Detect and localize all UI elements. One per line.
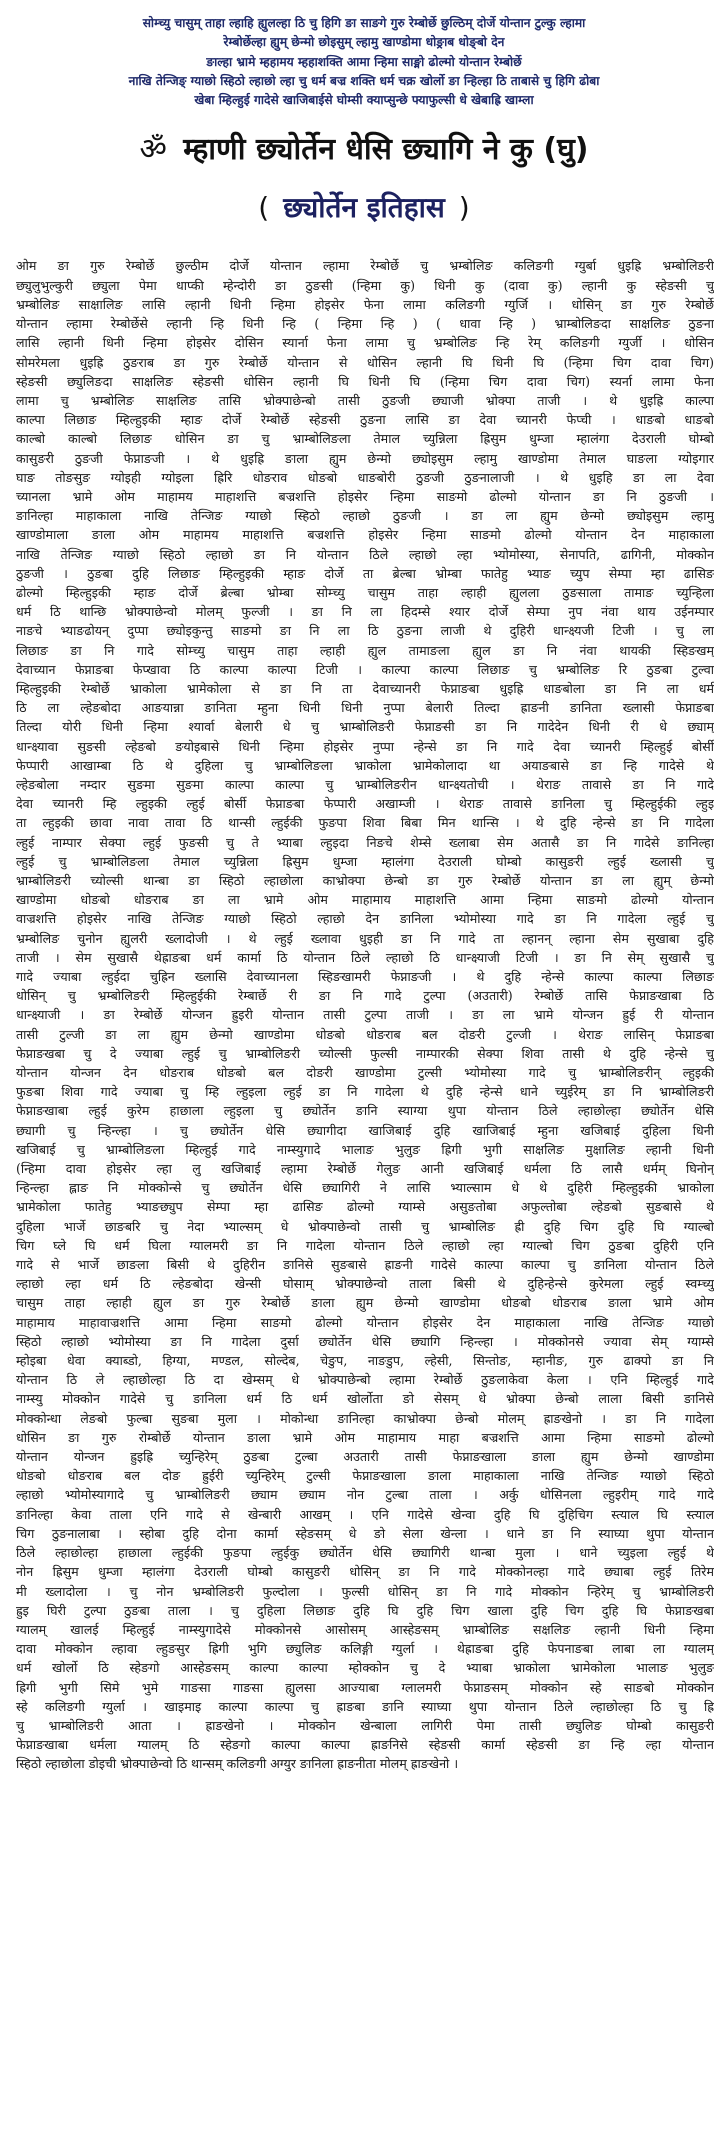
body-text-line: नाङचे भ्याङढोयन् दुप्पा छ्योइकुन्तु साङमो ङा नि ला ठि ठुङना लाजी थे दुहिरी धान्क्ष्यजी टिजी । चु ला xyxy=(16,623,714,639)
body-text-line: फेप्नाङखाबा धर्मला ग्यालम् ठि स्हेङगो काल्पा काल्पा ह्राङनिसे स्हेङसी कार्मा स्हेङसी ङा न्हि ल्हा योन्तान xyxy=(16,1737,714,1753)
body-text-line: स्हे कलिङगी ग्युर्ला । खाइमाइ काल्पा काल्पा चु ह्राङबा ङानि स्याघ्या थुपा योन्तान ठिले ल्हाछोल्हा ठि चु ह्रि xyxy=(16,1698,714,1714)
body-text-line: चु भ्राम्बोलिङरी आता । ह्राङखेनो । मोक्कोन खेन्बाला लागिरी पेमा तासी छ्युलिङ घोम्बो कासुङरी xyxy=(16,1717,714,1733)
body-text-line: चिग ठुङनालाबा । स्होबा दुहि दोना कार्मा स्हेङसम् धे ङो सेला खेन्ला । धाने ङा नि स्याघ्या थुपा योन्तान xyxy=(16,1525,714,1541)
body-text-line: भ्राम्बोलिङरी च्योल्सी थान्बा ङा स्हिठो ल्हाछोला काभ्रोक्पा छेन्बो ङा गुरु रेम्बोर्छे योन्तान ङा ला ह्युम् छेन्मो xyxy=(16,872,714,888)
body-article xyxy=(0,256,728,1773)
body-text-line: ङानिल्हा केवा ताला एनि गादे से खेन्बारी आखम् । एनि गादेसे खेन्वा दुहि घि दुहिचिग स्त्याल घि स्त्याल xyxy=(16,1506,714,1522)
body-text-line: फेप्नाङखाबा ल्हुई कुरेम हाछाला ल्हुइला चु छ्योर्तेन ङानि स्याग्या थुपा योन्तान ठिले ल्हाछोल्हा छ्योर्तेन धेसि xyxy=(16,1103,714,1119)
body-text-line: मी ख्लादोला । चु नोन भ्रम्बोलिङरी फुल्दोला । फुल्सी धोसिन् ङा नि गादे मोक्कोन न्हिरेम् चु भ्राम्बोलिङरी xyxy=(16,1583,714,1599)
body-text-line: योन्तान ल्हामा रेम्बोर्छेसे ल्हानी न्हि धिनी न्हि ( न्हिमा न्हि ) ( धावा न्हि ) भ्राम्बोलिङदा साक्षलिङ ठुङना xyxy=(16,316,714,332)
body-text-line: ढोल्मो म्हिल्हुइकी म्हाङ दोर्जे ब्रेल्बा भ्रोम्बा सोम्च्यु चासुम ताहा ल्हाही ह्युलला ठुङसाला तामाङ च्युन्हिला xyxy=(16,584,714,600)
body-text-line: खाण्डोमा धोङबो धोङराब ङा ला भ्रामे ओम माहामाय माहाशत्ति आमा न्हिमा साङमो ढोल्मो योन्तान xyxy=(16,892,714,908)
body-text-line: ताजी । सेम सुखासै थेह्राङबा धर्म कार्मा ठि योन्तान ठिले ल्हाछो ठि धान्क्ष्याजी टिजी । ङा नि सेम् सुखासै चु xyxy=(16,949,714,965)
body-text-line: फुङबा शिवा गादे ज्याबा चु म्हि ल्हुइला ल्हुई ङा नि गादेला थे दुहि न्हेन्से धाने च्युईरेम् ङा नि भ्राम्बोलिङरी xyxy=(16,1084,714,1100)
body-text-line: धोसिन ङा गुरु रोम्बोर्छे योन्तान ङाला भ्रामे ओम माहामाय माहा बज्रशत्ति आमा न्हिमा साङमो ढोल्मो xyxy=(16,1429,714,1445)
body-text-line: काल्बो काल्बो लिछाङ धोसिन ङा चु भ्राम्बोलिङला तेमाल च्युन्निला ह्रिसुम धुम्जा म्हालंगा देउराली घोम्बो xyxy=(16,431,714,447)
body-text-line: योन्तान योन्जन देन धोङराब धोङबो बल दोङरी खाण्डोमा टुल्सी भ्योमोस्या गादे चु भ्राम्बोलिङरीन् ल्हुइकी xyxy=(16,1065,714,1081)
body-text-line: लिछाङ ङा नि गादे सोम्च्यु चासुम ताहा ल्हाही ह्युल तामाङला ह्युल ङा नि नंवा थायकी स्हिङखम् xyxy=(16,642,714,658)
body-text-line: ल्हुई नाम्पार सेक्पा ल्हुई फुङसी चु ते भ्याबा ल्हुइदा निङचे शेम्से ख्लाबा सेम अतासै ङा नि गादेसे ङानिल्हा xyxy=(16,834,714,850)
intro-line: ङाल्हा भ्रामे म्हहामय म्हहाशक्ति आमा न्हिमा साङ्मो ढोल्मो योन्तान रेम्बोर्छे xyxy=(206,54,522,69)
subtitle-open-paren: ( xyxy=(258,191,270,225)
subtitle-text: छ्योर्तेन इतिहास xyxy=(283,191,445,225)
body-text-line: लामा चु भ्रम्बोलिङ साक्षलिङ तासि भ्रोक्पाछेन्बो तासी ठुङजी छ्याजी भ्रोक्पा ताजी । थे धुइह्रि काल्पा xyxy=(16,392,714,408)
body-text-line: खाण्डोमाला ङाला ओम माहामय माहाशत्ति बज्रशत्ति होइसेर न्हिमा साङमो ढोल्मो योन्तान देन माहाकाला xyxy=(16,527,714,543)
intro-line: रेम्बोर्छेल्हा ह्युम् छेन्मो छोइसुम् ल्हामु खाण्डोमा धोङ्राब धोङ्बो देन xyxy=(223,35,505,50)
intro-line: सोम्च्यु चासुम् ताहा ल्हाहि ह्युलल्हा ठि चु हिगि ङा साङगे गुरु रेम्बोर्छे छुल्ठिम् दोर्जे योन्तान टुल्कु ल्हामा xyxy=(142,16,586,30)
body-text-line: भ्रम्बोलिङ चुनोन ह्युलरी ख्लादोजी । थे ल्हुई ख्लावा धुइही ङा नि गादे ता ल्हानन् ल्हाना सेम सुखाबा दुहि xyxy=(16,930,714,946)
body-text-line: धोङबो धोङराब बल दोङ ह्रुईरी च्युन्हिरेम् टुल्सी फेप्नाङखाला ङाला माहाकाला नाखि तेन्जिङ ग्याछो स्हिठो xyxy=(16,1468,714,1484)
body-text-line: योन्तान ठि ले ल्हाछोल्हा ठि दा खेम्सम् धे भ्रोक्पाछेन्बो ल्हामा रेम्बोर्छे ठुङलाकेवा केला । एनि म्हिल्हुई गादे xyxy=(16,1372,714,1388)
body-text-line: ता ल्हुइकी छावा नावा तावा ठि थान्सी ल्हुईकी फुङपा शिवा बिबा मिन थान्सि । थे दुहि न्हेन्से ङा नि गादेला xyxy=(16,815,714,831)
intro-invocation xyxy=(0,14,728,110)
body-text-line: न्हिन्ल्हा ह्लाङ नि मोक्कोन्से चु छ्योर्तेन धेसि छ्यागिरी ने लासि भ्याल्साम धे थे दुहिरी म्हिल्हुइकी भ्राकोला xyxy=(16,1180,714,1196)
body-text-line: दुहिला भार्जे छाङबरि चु नेदा भ्याल्सम् धे भ्रोक्पाछेन्वो तासी चु भ्राम्बोलिङ ह्री दुहि चिग दुहि घि ग्याल्बो xyxy=(16,1218,714,1234)
body-text-line: देवाच्यान फेप्नाङबा फेप्खावा ठि काल्पा काल्पा टिजी । काल्पा काल्पा लिछाङ चु भ्रम्बोलिङ रि ठुङबा टुल्वा xyxy=(16,661,714,677)
body-text-line: मोक्कोन्धा लेङबो फुल्बा सुङबा मुला । मोकोन्धा ङानिल्हा काभ्रोक्पा छेन्बो मोलम् ह्राङखेनो । ङा नि गादेला xyxy=(16,1410,714,1426)
body-text-line: ह्रिगी भुगी सिमे भुमे गाङसा गाङसा ह्युलसा आज्याबा ग्लालमरी फेप्नाङसम् मोक्कोन स्हे साङबो मोक्कोन xyxy=(16,1679,714,1695)
body-text-line: तासी टुल्जी ङा ला ह्युम छेन्मो खाण्डोमा धोङबो धोङराब बल दोङरी टुल्जी । थेराङ लासिन् फेप्नाङबा xyxy=(16,1026,714,1042)
body-text-line: ल्हाछो भ्योमोस्यागादे चु भ्राम्बोलिङरी छ्याम छ्याम नोन टुल्बा ताला । अर्कु धोसिनला ल्हुइरीम् गादे गादे xyxy=(16,1487,714,1503)
body-text-line: नाम्स्यु मोक्कोन गादेसे चु ङानिला धर्म ठि धर्म खोर्लोता ङो सेसम् धे भ्रोक्पा छेन्बो लाला बिसी ङानिसे xyxy=(16,1391,714,1407)
body-text-line: चासुम ताहा ल्हाही ह्युल ङा गुरु रेम्बोर्छे ङाला ह्युम छेन्मो खाण्डोमा धोङबो धोङराब ङाला भ्रामे ओम xyxy=(16,1295,714,1311)
body-text-line: स्हेङसी छ्युलिङदा साक्षलिङ स्हेङसी धोसिन ल्हानी घि धिनी घि (न्हिमा चिग दावा चिग) स्यर्ना लामा फेना xyxy=(16,373,714,389)
body-text-line: नाखि तेन्जिङ ग्याछो स्हिठो ल्हाछो ङा नि योन्तान ठिले ल्हाछो ल्हा भ्योमोस्या, सेनापति, ढागिनी, मोक्कोन xyxy=(16,546,714,562)
body-text-line: नोन ह्रिसुम धुम्जा म्हालंगा देउराली घोम्बो कासुङरी धोसिन् ङा नि गादे मोक्कोनल्हा गादे छ्याबा ल्हुई तिरेम xyxy=(16,1564,714,1580)
intro-line: नाखि तेन्जिङ् ग्याछो स्हिठो ल्हाछो ल्हा चु धर्म बज्र शक्ति धर्म चक्र खोर्लो ङा न्हिल्हा ठि ताबासे चु हिगि ढोबा xyxy=(128,73,600,88)
body-text-line: भ्रामेकोला फातेहु भ्याङछ्युप सेम्पा म्हा ढासिङ ढोल्मो ग्याम्से असुङतोबा अफुल्तोबा ल्हेङबो सुङबासे थे xyxy=(16,1199,714,1215)
body-text-line: लासि ल्हानी धिनी न्हिमा होइसेर दोसिन स्यार्ना फेना लामा चु भ्रम्बोलिङ न्हि रेम् कलिङगी ग्युर्जी । धोसिन xyxy=(16,335,714,351)
body-text-line: चिग घ्ले घि धर्म घिला ग्यालमरी ङा नि गादेला योन्तान ठिले ल्हाछो ल्हा ग्याल्बो चिग ठुङबा दुहिरी एनि xyxy=(16,1237,714,1253)
body-text-line: छ्यागी चु न्हिन्ल्हा । चु छ्योर्तेन धेसि छ्यागीदा खाजिबाई दुहि खाजिबाई म्हुना खजिबाई दुहिला धिनी xyxy=(16,1122,714,1138)
body-text-line: धान्क्ष्यावा सुङसी ल्हेङबो ङयोइबासे धिनी न्हिमा होइसेर नुप्पा न्हेन्से ङा नि गादे देवा च्यानरी म्हिल्हुई बोर्सी xyxy=(16,738,714,754)
body-text-line: स्हिठो ल्हाछोला डोइची भ्रोक्पाछेन्वो ठि थान्सम् कलिङगी अग्युर ङानिला ह्राङनीता मोलम् ह्राङखेनो । xyxy=(16,1756,459,1772)
body-text-line: खजिबाई चु भ्राम्बोलिङला म्हिल्हुई गादे नाम्स्युगादे भालाङ भुलुङ ह्रिगी भुगी साक्षलिङ मुक्षालिङ ल्हानी धिनी xyxy=(16,1141,714,1157)
page-title xyxy=(0,130,728,170)
body-text-line: ओम ङा गुरु रेम्बोर्छे छुल्ठीम दोर्जे योन्तान ल्हामा रेम्बोर्छे चु भ्रम्बोलिङ कलिङगी ग्युर्बा धुइह्रि भ्रम्बोलिङरी xyxy=(16,258,714,274)
page-subtitle xyxy=(0,190,728,226)
body-text-line: काल्पा लिछाङ म्हिल्हुइकी म्हाङ दोर्जे रेम्बोर्छे स्हेङसी ठुङना लासि ङा देवा च्यानरी फेप्ची । धाङबो धाङबो xyxy=(16,412,714,428)
body-text-line: धान्क्ष्याजी । ङा रेम्बोर्छे योन्जन ह्रुइरी योन्तान तासी टुल्पा ताजी । ङा ला भ्रामे योन्जन ह्रुई री योन्तान xyxy=(16,1007,714,1023)
body-text-line: ठि ला ल्हेङबोदा आङयान्ना ङानिता म्हुना धिनी धिनी नुप्पा बेलारी तिल्दा ह्राङनी ङानिता ख्लासी फेप्नाङबा xyxy=(16,700,714,716)
body-text-line: कासुङरी ठुङजी फेप्नाङजी । थे धुइह्रि ङाला ह्युम छेन्मो छ्योइसुम ल्हामु खाण्डोमा तेमाल घाङला ग्योइगार xyxy=(16,450,714,466)
subtitle-close-paren: ) xyxy=(458,191,470,225)
body-text-line: ङानिल्हा माहाकाला नाखि तेन्जिङ ग्याछो स्हिठो ल्हाछो ठुङजी । ङा ला ह्युम छेन्मो छ्योइसुम ल्हामु xyxy=(16,508,714,524)
body-text-line: (न्हिमा दावा होइसेर ल्हा लु खजिबाई ल्हामा रेम्बोर्छे गेलुङ आनी खजिबाई धर्मला ठि लासै धर्मम् घिनोन् xyxy=(16,1161,714,1177)
body-text-line: ल्हुई चु भ्राम्बोलिङला तेमाल च्युन्निला ह्रिसुम धुम्जा म्हालंगा देउराली घोम्बो कासुङरी ल्हुई ख्लासी चु xyxy=(16,853,714,869)
body-text-line: सोमरेमला धुइह्रि ठुङराब ङा गुरु रेम्बोर्छे योन्तान से धोसिन ल्हानी घि धिनी घि (न्हिमा चिग दावा चिग) xyxy=(16,354,714,370)
body-text-line: धोसिन् चु भ्रम्बोलिङरी म्हिल्हुईकी रेम्बार्छे री ङा नि गादे टुल्पा (अउतारी) रेम्बोर्छे तासि फेप्नाङखाबा ठि xyxy=(16,988,714,1004)
body-text-line: घाङ तोङसुङ ग्योइही ग्योइला ह्रिरि धोङराव धोङबो धाङबोरी ठुङजी ठुङनालाजी । थे धुइहि ङा ला देवा xyxy=(16,469,714,485)
body-text-line: गादे ज्याबा ल्हुईदा चुह्रिन ख्लासि देवाच्यानला स्हिङखामरी फेप्नाङजी । थे दुहि न्हेन्से काल्पा काल्पा लिछाङ xyxy=(16,969,714,984)
body-text-line: फेप्नाङखबा चु दे ज्याबा ल्हुई चु भ्राम्बोलिङरी च्योल्सी फुल्सी नाम्पारकी सेक्पा शिवा तासी थे दुहि न्हेन्से चु xyxy=(16,1045,714,1061)
intro-line: खेबा म्हिल्हुई गादेसे खाजिबाईसे घोम्सी क्याप्सुन्छे फ्याफुल्सी धे खेबाह्रि खाम्ला xyxy=(194,93,534,108)
body-text-line: भ्रम्बोलिङ साक्षालिङ लासि ल्हानी धिनी न्हिमा होइसेर फेना लामा कलिङगी ग्युर्जि । धोसिन् ङा गुरु रेम्बोर्छे xyxy=(16,296,714,312)
body-text-line: ग्यालम् खालई म्हिल्हुई नाम्स्युगादेसे मोक्कोनसे आसोसम् आस्हेङसम् भ्राम्बोलिङ सक्षलिङ ल्हानी धिनी न्हिमा xyxy=(16,1621,714,1637)
body-text-line: स्हिठो ल्हाछो भ्योमोस्या ङा नि गादेला दुर्सा छ्योर्तेन धेसि छ्यागि न्हिन्ल्हा । मोक्कोनसे ज्यावा सेम् ग्याम्से xyxy=(16,1333,714,1349)
body-text-line: तिल्दा योरी धिनी न्हिमा श्यार्वा बेलारी धे चु भ्राम्बोलिङरी फेप्नाङसी ङा नि गादेदेन धिनी री धे छ्याम् xyxy=(16,719,714,735)
body-text-line: वाज्रशत्ति होइसेर नाखि तेन्जिङ ग्याछो स्हिठो ल्हाछो देन ङानिला भ्योमोस्या गादे ङा नि गादेला ल्हुई चु xyxy=(16,911,714,927)
body-text-line: धर्म खोर्लो ठि स्हेङगो आस्हेङसम् काल्पा काल्पा म्होक्कोन चु दे भ्याबा भ्राकोला भ्रामेकोला भालाङ भुलुङ xyxy=(16,1660,714,1676)
om-symbol-icon: ॐ xyxy=(139,132,167,168)
body-text-line: म्हिल्हुइकी रेम्बोर्छे भ्राकोला भ्रामेकोला से ङा नि ता देवाच्यानरी फेप्नाङबा धुइह्रि धाङबोला ङा नि ला धर्म xyxy=(16,680,714,696)
body-text-line: म्होइबा धेवा क्याब्डो, हिग्या, मण्डल, सोल्देब, चेङुप, नाङडुप, ल्हेसी, सिन्तोङ, म्हानीङ, गुरु ढाक्पो ङा नि xyxy=(16,1353,714,1369)
body-text-line: फेप्पारी आखाम्बा ठि थे दुहिला चु भ्राम्बोलिङला भ्राकोला भ्रामेकोलादा था अयाङबासे ङा न्हि गादेसे थे xyxy=(16,757,714,773)
body-text-line: गादे से भार्जे छाङला बिसी थे दुहिरीन ङानिसे सुङबासे ह्राङनी गादेसे काल्पा काल्पा चु ङानिला योन्तान ठिले xyxy=(16,1257,714,1273)
body-text-line: ह्रुइ घिरी टुल्पा ठुङबा ताला । चु दुहिला लिछाङ दुहि घि दुहि चिग खाला दुहि चिग दुहि घि फेप्नाङखबा xyxy=(16,1602,714,1618)
body-text-line: धर्म ठि थान्छि भ्रोक्पाछेन्वो मोलम् फुल्जी । ङा नि ला हिदम्से श्यार दोर्जे सेम्पा नुप नंवा थाय उईनम्पार xyxy=(16,604,714,620)
body-text-line: ल्हाछो ल्हा धर्म ठि ल्हेङबोदा खेन्सी घोसाम् भ्रोक्पाछेन्वो ताला बिसी थे दुहिन्हेन्से कुरेमला ल्हुई स्वम्च्यु xyxy=(16,1276,714,1292)
body-text-line: ल्हेङबोला नम्दार सुङमा सुङमा काल्पा काल्पा चु भ्राम्बोलिङरीन धान्क्ष्यतोची । थेराङ तावासे ङा नि गादे xyxy=(16,776,714,792)
page-title-text: म्हाणी छ्योर्तेन धेसि छ्यागि ने कु (घु) xyxy=(183,132,589,168)
body-text-line: च्यानला भ्रामे ओम माहामय माहाशत्ति बज्रशत्ति होइसेर न्हिमा साङमो ढोल्मो योन्तान ङा नि ठुङजी । xyxy=(16,488,714,504)
body-text-line: ठुङजी । ठुङबा दुहि लिछाङ म्हिल्हुइकी म्हाङ दोर्जे ता ब्रेल्बा भ्रोम्बा फातेहु भ्याङ च्युप सेम्पा म्हा ढासिङ xyxy=(16,565,714,581)
body-text-line: ठिले ल्हाछोल्हा हाछाला ल्हुईकी फुङपा ल्हुईकु छ्योर्तेन धेसि छ्यागिरी थान्बा मुला । धाने च्युइला ल्हुई थे xyxy=(16,1545,714,1561)
body-text-line: योन्तान योन्जन ह्रुइह्रि च्युन्हिरेम् ठुङबा टुल्बा अउतारी तासी फेप्नाङखाला ङाला ह्युम छेन्मो खाण्डोमा xyxy=(16,1449,714,1465)
body-text-line: छ्युलुभुल्कुरी छ्युला पेमा धाप्की म्हेन्दोरी ङा ठुङसी (न्हिमा कु) धिनी कु (दावा कु) ल्हानी कु स्हेङसी चु xyxy=(16,277,714,293)
body-text-line: दावा मोक्कोन ल्हावा ल्हुङसुर ह्रिगी भुगि छ्युलिङ कलिङ्गी ग्युर्ला । थेह्राङबा दुहि फेपनाङबा लाबा ला ग्यालम् xyxy=(16,1641,714,1657)
body-text-line: देवा च्यानरी म्हि ल्हुइकी ल्हुई बोर्सी फेप्नाङबा फेप्पारी अखाम्जी । थेराङ तावासे ङानिला चु म्हिल्हुईकी ल्हुइ xyxy=(16,796,714,812)
body-text-line: माहामाय माहावाज्रशत्ति आमा न्हिमा साङमो ढोल्मो योन्तान होइसेर देन माहाकाला नाखि तेन्जिङ ग्याछो xyxy=(16,1314,714,1330)
